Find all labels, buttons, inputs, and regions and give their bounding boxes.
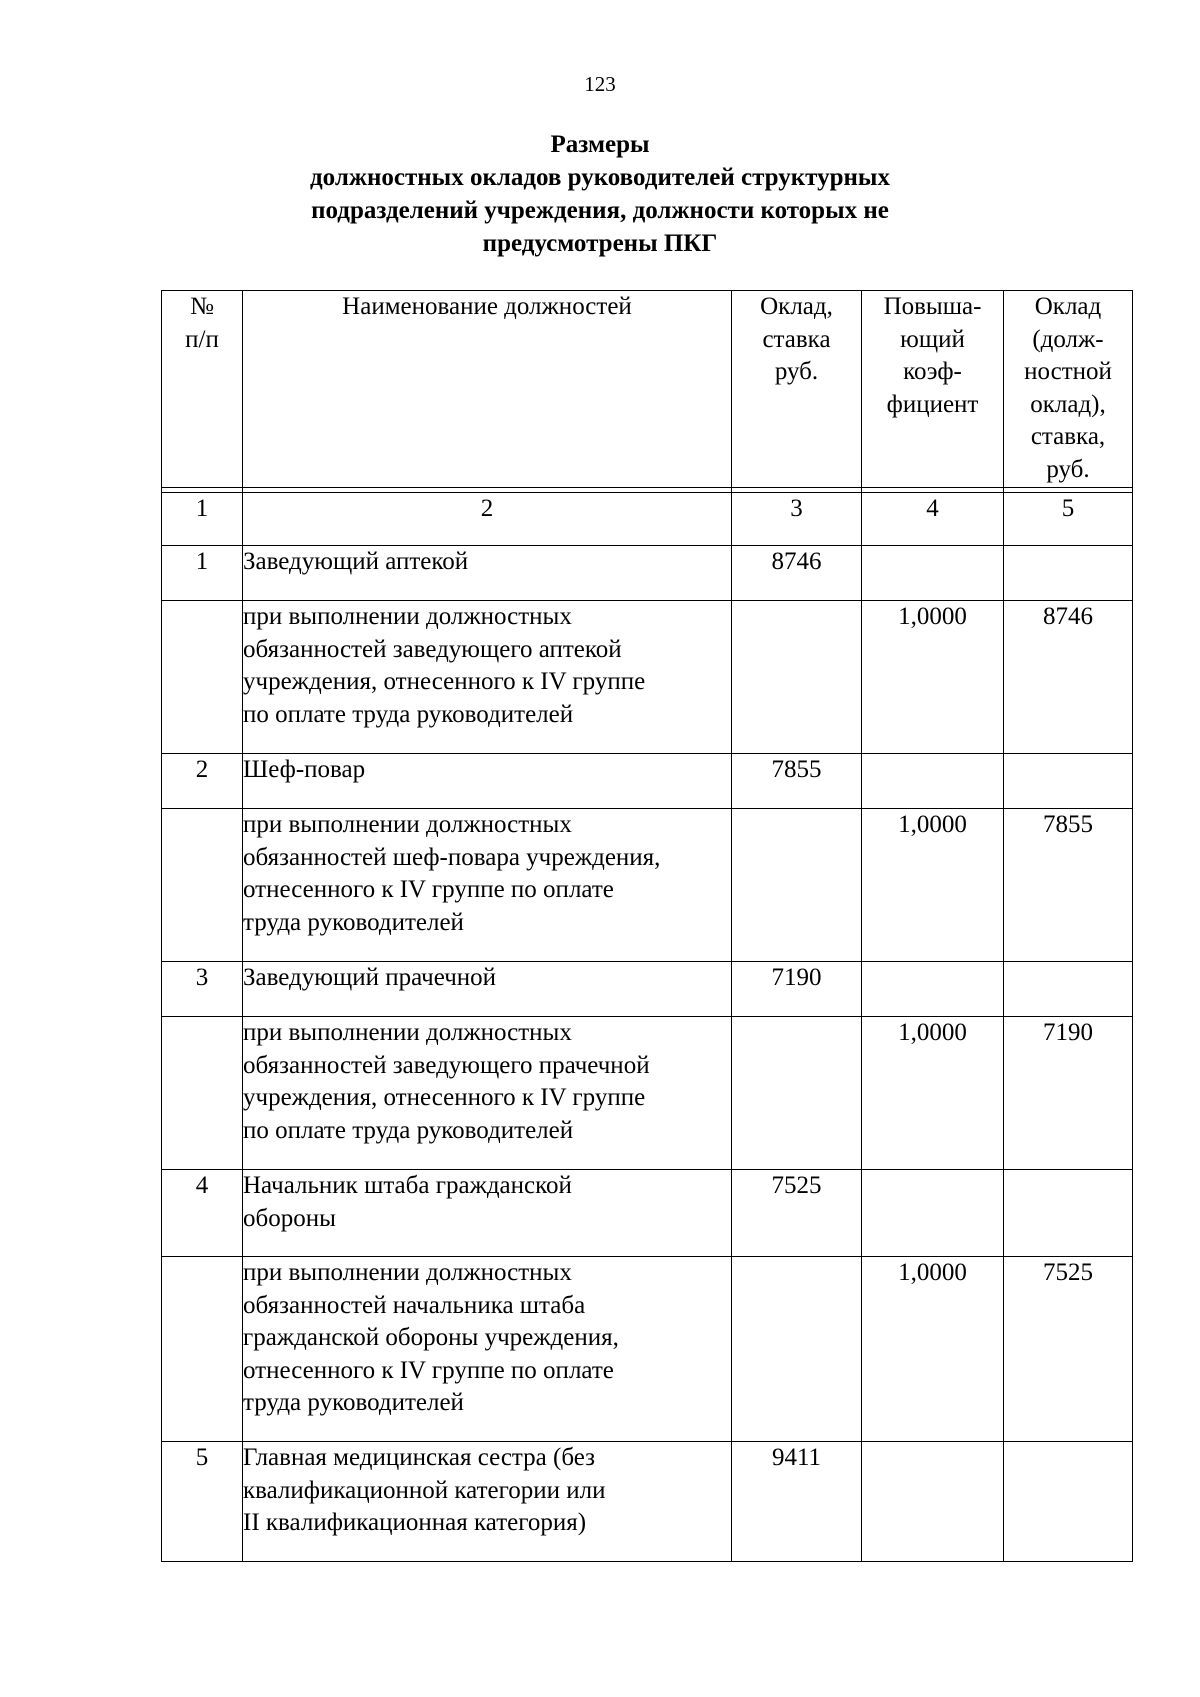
header-num: № п/п	[162, 291, 243, 488]
coefficient	[862, 1170, 1004, 1257]
row-number	[162, 601, 243, 754]
position-name	[243, 1170, 732, 1257]
coefficient	[862, 1442, 1004, 1562]
row-number: 5	[162, 1442, 243, 1562]
position-name-line: Главная медицинская сестра (без	[243, 1444, 595, 1471]
position-name	[243, 1442, 732, 1562]
base-salary	[732, 1017, 862, 1170]
resulting-salary	[1004, 962, 1133, 1017]
resulting-salary	[1004, 546, 1133, 601]
position-name-line: обязанностей заведующего прачечной	[243, 1051, 650, 1079]
row-number: 2	[162, 754, 243, 809]
table-row	[162, 1017, 1133, 1170]
column-number: 1	[162, 493, 243, 546]
position-name-line: Заведующий прачечной	[243, 964, 497, 991]
position-name-line: Начальник штаба гражданской	[243, 1172, 572, 1199]
base-salary: 7190	[732, 962, 862, 1017]
title-line: подразделений учреждения, должности которых не	[311, 197, 889, 224]
position-name-line: квалификационной категории или	[243, 1476, 606, 1504]
title-line: Размеры	[550, 131, 650, 158]
position-name-line: учреждения, отнесенного к IV группе	[243, 1084, 646, 1111]
table-row	[162, 1257, 1133, 1442]
resulting-salary: 7190	[1004, 1017, 1133, 1170]
position-name	[243, 1257, 732, 1442]
table-row	[162, 962, 1133, 1017]
table-row	[162, 809, 1133, 962]
row-number	[162, 1017, 243, 1170]
row-number: 3	[162, 962, 243, 1017]
column-number-row	[162, 493, 1133, 546]
base-salary	[732, 809, 862, 962]
column-number: 3	[732, 493, 862, 546]
resulting-salary	[1004, 1442, 1133, 1562]
position-name-line: отнесенного к IV группе по оплате	[243, 876, 614, 903]
column-number: 4	[862, 493, 1004, 546]
salary-table	[161, 290, 1133, 1562]
document-title	[0, 128, 1200, 260]
base-salary: 7855	[732, 754, 862, 809]
position-name-line: Шеф-повар	[243, 756, 366, 783]
table-row	[162, 1170, 1133, 1257]
coefficient: 1,0000	[862, 601, 1004, 754]
column-number: 2	[243, 493, 732, 546]
base-salary: 9411	[732, 1442, 862, 1562]
title-line: должностных окладов руководителей структурных	[310, 164, 890, 191]
resulting-salary: 8746	[1004, 601, 1133, 754]
position-name	[243, 754, 732, 809]
coefficient	[862, 546, 1004, 601]
header-coefficient: Повыша- ющий коэф- фициент	[862, 291, 1004, 488]
coefficient	[862, 754, 1004, 809]
position-name-line: при выполнении должностных	[243, 1019, 572, 1046]
row-number: 1	[162, 546, 243, 601]
position-name-line: по оплате труда руководителей	[243, 700, 574, 728]
resulting-salary: 7855	[1004, 809, 1133, 962]
resulting-salary	[1004, 1170, 1133, 1257]
base-salary	[732, 1257, 862, 1442]
table-row	[162, 754, 1133, 809]
row-number	[162, 809, 243, 962]
position-name-line: труда руководителей	[243, 1389, 464, 1416]
row-number: 4	[162, 1170, 243, 1257]
position-name-line: труда руководителей	[243, 908, 464, 936]
base-salary: 8746	[732, 546, 862, 601]
header-name: Наименование должностей	[243, 291, 732, 488]
coefficient	[862, 962, 1004, 1017]
position-name	[243, 809, 732, 962]
coefficient: 1,0000	[862, 809, 1004, 962]
position-name-line: учреждения, отнесенного к IV группе	[243, 668, 646, 695]
header-salary: Оклад, ставка руб.	[732, 291, 862, 488]
table-row	[162, 1442, 1133, 1562]
table-header-row	[162, 291, 1133, 488]
table-row	[162, 601, 1133, 754]
position-name-line: обороны	[243, 1204, 336, 1232]
column-number: 5	[1004, 493, 1133, 546]
resulting-salary: 7525	[1004, 1257, 1133, 1442]
row-number	[162, 1257, 243, 1442]
position-name	[243, 962, 732, 1017]
position-name-line: отнесенного к IV группе по оплате	[243, 1356, 614, 1384]
coefficient: 1,0000	[862, 1257, 1004, 1442]
coefficient: 1,0000	[862, 1017, 1004, 1170]
position-name-line: обязанностей начальника штаба	[243, 1291, 586, 1319]
title-line: предусмотрены ПКГ	[482, 230, 718, 257]
position-name-line: обязанностей заведующего аптекой	[243, 635, 622, 663]
page-number: 123	[584, 72, 616, 96]
table-row	[162, 546, 1133, 601]
position-name	[243, 1017, 732, 1170]
position-name-line: гражданской обороны учреждения,	[243, 1324, 619, 1351]
header-result: Оклад (долж- ностной оклад), ставка, руб.	[1004, 291, 1133, 488]
position-name-line: обязанностей шеф-повара учреждения,	[243, 843, 661, 871]
base-salary: 7525	[732, 1170, 862, 1257]
position-name	[243, 546, 732, 601]
position-name	[243, 601, 732, 754]
position-name-line: II квалификационная категория)	[243, 1509, 587, 1536]
resulting-salary	[1004, 754, 1133, 809]
position-name-line: при выполнении должностных	[243, 1259, 572, 1286]
position-name-line: при выполнении должностных	[243, 811, 572, 838]
position-name-line: Заведующий аптекой	[243, 548, 469, 575]
position-name-line: при выполнении должностных	[243, 603, 572, 630]
base-salary	[732, 601, 862, 754]
position-name-line: по оплате труда руководителей	[243, 1116, 574, 1144]
